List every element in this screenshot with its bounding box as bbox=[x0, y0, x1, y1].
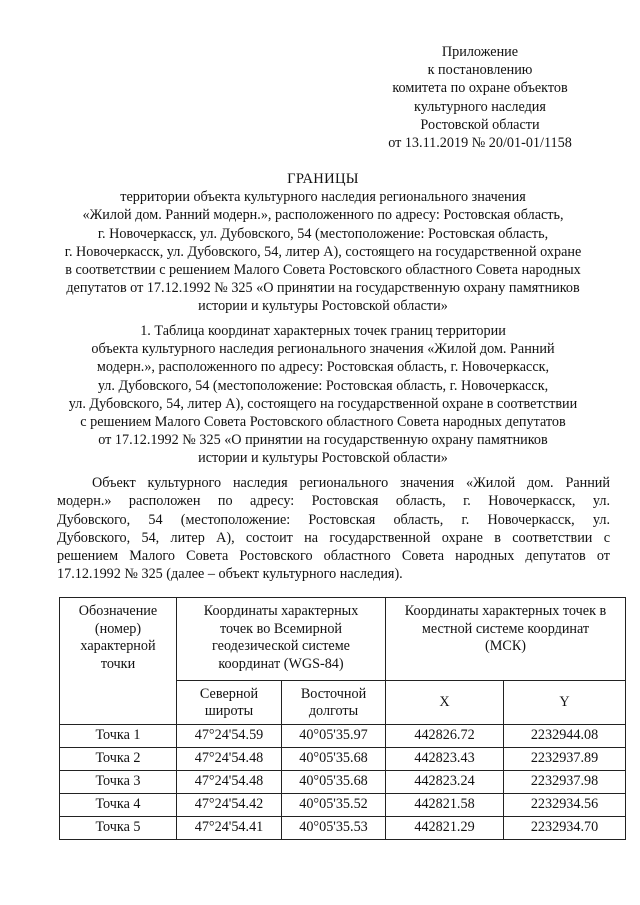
paragraph-line: Дубовского, 54, литер А), состоит на государственной охране в соответствии с bbox=[57, 529, 610, 546]
annex-line: культурного наследия bbox=[414, 98, 546, 115]
longitude-cell: 40°05'35.52 bbox=[282, 794, 386, 817]
paragraph-line: Объект культурного наследия регионального значения «Жилой дом. Ранний bbox=[92, 475, 610, 491]
title-line: депутатов от 17.12.1992 № 325 «О принятии на государственную охрану памятников bbox=[66, 280, 580, 297]
point-cell: Точка 5 bbox=[60, 817, 177, 840]
annex-line: комитета по охране объектов bbox=[392, 80, 568, 97]
longitude-cell: 40°05'35.97 bbox=[282, 725, 386, 748]
paragraph-line: решением Малого Совета Ростовского областного Совета народных депутатов от bbox=[57, 548, 610, 565]
header-text: (МСК) bbox=[485, 638, 527, 654]
north-latitude-header bbox=[177, 680, 282, 724]
title-line: г. Новочеркасск, ул. Дубовского, 54, литер А), состоящего на государственной охране bbox=[64, 243, 582, 260]
section-line: ул. Дубовского, 54 (местоположение: Ростовская область, г. Новочеркасск, bbox=[97, 377, 549, 394]
paragraph-line: модерн.» расположен по адресу: Ростовская область, г. Новочеркасск, ул. bbox=[57, 493, 610, 510]
latitude-cell: 47°24'54.48 bbox=[177, 771, 282, 794]
table-row bbox=[60, 771, 626, 794]
section-line: с решением Малого Совета Ростовского областного Совета народных депутатов bbox=[80, 414, 566, 431]
table-header-row bbox=[60, 598, 626, 681]
header-text: Северной bbox=[199, 685, 259, 702]
section-line: истории и культуры Ростовской области» bbox=[198, 450, 448, 467]
header-text: Координаты характерных точек в bbox=[404, 603, 607, 619]
section-line: от 17.12.1992 № 325 «О принятии на государственную охрану памятников bbox=[98, 432, 548, 449]
y-cell: 2232944.08 bbox=[504, 725, 626, 748]
header-text: Обозначение bbox=[78, 603, 158, 619]
annex-line: Приложение bbox=[441, 44, 519, 60]
latitude-cell: 47°24'54.42 bbox=[177, 794, 282, 817]
header-text: характерной bbox=[80, 638, 156, 654]
title-line: истории и культуры Ростовской области» bbox=[198, 298, 448, 315]
paragraph-line: Дубовского, 54 (местоположение: Ростовская область, г. Новочеркасск, ул. bbox=[57, 511, 610, 528]
title-line: в соответствии с решением Малого Совета Ростовского областного Совета народных bbox=[65, 262, 581, 279]
annex-line: к постановлению bbox=[427, 62, 533, 79]
paragraph-line: 17.12.1992 № 325 (далее – объект культурного наследия). bbox=[57, 566, 403, 583]
latitude-cell: 47°24'54.48 bbox=[177, 748, 282, 771]
x-cell: 442821.58 bbox=[386, 794, 504, 817]
point-cell: Точка 3 bbox=[60, 771, 177, 794]
x-cell: 442821.29 bbox=[386, 817, 504, 840]
table-row bbox=[60, 794, 626, 817]
coordinates-table bbox=[59, 597, 626, 840]
header-text: широты bbox=[204, 703, 254, 720]
header-text: Восточной bbox=[300, 685, 367, 702]
east-longitude-header bbox=[282, 680, 386, 724]
longitude-cell: 40°05'35.68 bbox=[282, 771, 386, 794]
point-cell: Точка 4 bbox=[60, 794, 177, 817]
header-text: Координаты характерных bbox=[203, 603, 359, 619]
section-line: модерн.», расположенного по адресу: Ростовская область, г. Новочеркасск, bbox=[96, 359, 550, 376]
x-cell: 442823.24 bbox=[386, 771, 504, 794]
x-column-header: X bbox=[386, 680, 504, 724]
header-text: координат (WGS-84) bbox=[218, 655, 344, 672]
point-column-header bbox=[60, 598, 177, 725]
annex-block bbox=[360, 43, 600, 152]
section-heading bbox=[40, 322, 606, 468]
title-heading: ГРАНИЦЫ bbox=[287, 171, 359, 187]
table-row bbox=[60, 748, 626, 771]
y-column-header: Y bbox=[504, 680, 626, 724]
table-row bbox=[60, 817, 626, 840]
document-title bbox=[40, 170, 606, 316]
title-line: территории объекта культурного наследия регионального значения bbox=[120, 189, 526, 206]
header-text: (номер) bbox=[94, 620, 142, 637]
y-cell: 2232934.56 bbox=[504, 794, 626, 817]
x-cell: 442823.43 bbox=[386, 748, 504, 771]
point-cell: Точка 1 bbox=[60, 725, 177, 748]
longitude-cell: 40°05'35.68 bbox=[282, 748, 386, 771]
y-cell: 2232937.98 bbox=[504, 771, 626, 794]
section-line: ул. Дубовского, 54, литер А), состоящего на государственной охране в соответствии bbox=[68, 395, 578, 412]
title-line: «Жилой дом. Ранний модерн.», расположенного по адресу: Ростовская область, bbox=[82, 207, 564, 224]
section-line: объекта культурного наследия регионального значения «Жилой дом. Ранний bbox=[91, 341, 555, 358]
section-line: 1. Таблица координат характерных точек границ территории bbox=[140, 323, 506, 339]
table-row bbox=[60, 725, 626, 748]
msk-column-header bbox=[386, 598, 626, 681]
latitude-cell: 47°24'54.41 bbox=[177, 817, 282, 840]
header-text: геодезической системе bbox=[212, 638, 350, 654]
annex-line: от 13.11.2019 № 20/01-01/1158 bbox=[388, 135, 572, 152]
body-paragraph bbox=[57, 474, 610, 584]
header-text: местной системе координат bbox=[421, 620, 590, 637]
y-cell: 2232937.89 bbox=[504, 748, 626, 771]
point-cell: Точка 2 bbox=[60, 748, 177, 771]
y-cell: 2232934.70 bbox=[504, 817, 626, 840]
annex-line: Ростовской области bbox=[420, 116, 540, 133]
header-text: долготы bbox=[308, 703, 359, 720]
header-text: точек во Всемирной bbox=[219, 620, 343, 637]
title-line: г. Новочеркасск, ул. Дубовского, 54 (местоположение: Ростовская область, bbox=[97, 225, 549, 242]
wgs-column-header bbox=[177, 598, 386, 681]
latitude-cell: 47°24'54.59 bbox=[177, 725, 282, 748]
header-text: точки bbox=[100, 655, 136, 672]
longitude-cell: 40°05'35.53 bbox=[282, 817, 386, 840]
x-cell: 442826.72 bbox=[386, 725, 504, 748]
